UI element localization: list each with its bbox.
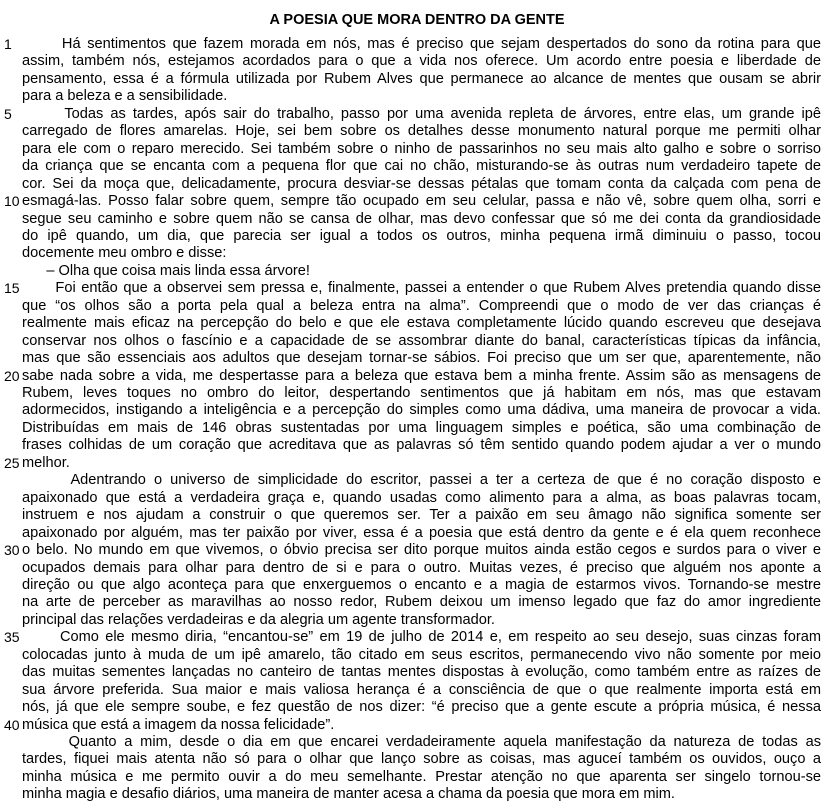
text-line: do ipê quando, um dia, que parecia ser igual a todos os outros, minha pequena irmã diminuiu o passo, tocou <box>22 227 821 244</box>
text-line: Quanto a mim, desde o dia em que encarei verdadeiramente aquela manifestação da natureza de todas as <box>22 734 821 750</box>
text-line: frases colhidas de um coração que acreditava que as palavras só têm sentido quando podem ajudar a ver o mundo <box>22 437 821 454</box>
text-line: Distribuídas em mais de 146 obras sustentadas por uma linguagem simples e poética, são uma combinação de <box>22 419 821 436</box>
text-line: pensamento, essa é a fórmula utilizada por Rubem Alves que permanece ao alcance de mentes que ousam se abrir <box>22 70 821 87</box>
text-line: o belo. No mundo em que vivemos, o óbvio precisa ser dito porque muitos ainda estão cegos e surdos para o viver e <box>22 542 821 559</box>
text-line: melhor. <box>22 454 70 471</box>
text-line: tardes, fiquei mais atenta não só para o olhar que lanço sobre as coisas, mas aguceí também os ouvidos, ouço a <box>22 751 821 768</box>
text-line: nós, já que ele sempre soube, e fez questão de nos dizer: “é preciso que a gente escute a própria música, é nessa <box>22 699 821 716</box>
text-line: realmente mais eficaz na percepção do belo e que ele estava completamente lúcido quando escreveu que desejava <box>22 315 821 332</box>
line-number: 10 <box>4 193 20 210</box>
text-line: esmagá-las. Posso falar sobre quem, sempre tão ocupado em seu celular, passa e não vê, sobre quem olha, sorri e <box>22 193 821 210</box>
text-line: ocupados demais para olhar para dentro de si e para o outro. Muitas vezes, é preciso que alguém nos aponte a <box>22 559 821 576</box>
page-title: A POESIA QUE MORA DENTRO DA GENTE <box>269 12 565 28</box>
text-line: minha música e me permito ouvir a do meu semelhante. Prestar atenção no que aparenta ser singelo tornou-se <box>22 768 821 785</box>
line-number: 40 <box>4 716 20 733</box>
text-line: mas que são essenciais aos adultos que desejam tornar-se sábios. Foi preciso que um ser que, aparentemente, não <box>22 350 821 367</box>
text-line: adormecidos, instigando a inteligência e a percepção do simples como uma dádiva, uma maneira de provocar a vida. <box>22 402 821 419</box>
text-line: Foi então que a observei sem pressa e, finalmente, passei a entender o que Rubem Alves pretendia quando disse <box>22 280 821 297</box>
text-line: docemente meu ombro e disse: <box>22 245 227 262</box>
text-line: na arte de perceber as maravilhas ao nosso redor, Rubem deixou um imenso legado que faz do amor ingrediente <box>22 594 821 611</box>
line-number: 1 <box>4 36 12 52</box>
text-line: música que está a imagem da nossa felicidade”. <box>22 716 335 733</box>
text-line: que “os olhos são a porta pela qual a beleza entra na alma”. Compreendi que o modo de ver das crianças é <box>22 297 821 314</box>
text-line: segue seu caminho e sobre quem não se cansa de olhar, mas devo confessar que só me dei conta da grandiosidade <box>22 210 821 227</box>
text-line: da criança que se encanta com a pequena flor que cai no chão, misturando-se às outras num verdadeiro tapete de <box>22 158 821 175</box>
line-number: 20 <box>4 367 20 384</box>
text-line: Rubem, leves toques no ombro do leitor, despertando sentimentos que já habitam em nós, mas que estavam <box>22 385 821 401</box>
text-line: instruem e nos ajudam a construir o que queremos ser. Ter a paixão em seu âmago não significa somente ser <box>22 507 821 524</box>
text-line: assim, também nós, estejamos acordados para o que a vida nos oferece. Um acordo entre poesia e liberdade de <box>22 53 821 70</box>
text-line: minha magia e desafio diários, uma maneira de manter acesa a chama da poesia que mora em mim. <box>22 786 675 803</box>
text-line: apaixonado que está a verdadeira graça e, quando usadas como alimento para a alma, as boas palavras tocam, <box>22 489 821 506</box>
text-line: para a beleza e a sensibilidade. <box>22 88 228 105</box>
text-line: – Olha que coisa mais linda essa árvore! <box>22 262 310 279</box>
text-line: carregado de flores amarelas. Hoje, sei bem sobre os detalhes desse monumento natural porque me permiti olhar <box>22 123 821 140</box>
text-line: Adentrando o universo de simplicidade do escritor, passei a ter a certeza de que é no coração disposto e <box>22 472 821 489</box>
text-line: principal das relações verdadeiras e da alegria um agente transformador. <box>22 611 495 628</box>
text-line: colocadas junto à muda de um ipê amarelo, tão citado em seus escritos, permanecendo vivo não somente por meio <box>22 646 821 663</box>
text-line: para ele com o reparo merecido. Sei também sobre o ninho de passarinhos no seu mais alto galho e sobre o sorriso <box>22 140 821 157</box>
text-line: Todas as tardes, após sair do trabalho, passo por uma avenida repleta de árvores, entre elas, um grande ipê <box>22 105 821 122</box>
text-line: direção ou que algo aconteça para que enxerguemos o encanto e a magia de estarmos vivos. Tornando-se mestre <box>22 576 821 593</box>
line-number: 25 <box>4 454 20 471</box>
text-line: Há sentimentos que fazem morada em nós, mas é preciso que sejam despertados do sono da rotina para que <box>22 36 821 52</box>
text-line: apaixonado por alguém, mas ter paixão por viver, essa é a poesia que está dentro da gente e é ela quem reconhece <box>22 524 821 541</box>
text-line: sabe nada sobre a vida, me despertasse para a beleza que estava bem a minha frente. Assim são as mensagens de <box>22 367 821 384</box>
line-number: 35 <box>4 629 20 646</box>
text-line: cor. Sei da moça que, delicadamente, procura desviar-se dessas pétalas que tomam conta da calçada com pena de <box>22 175 821 192</box>
text-line: Como ele mesmo diria, “encantou-se” em 19 de julho de 2014 e, em respeito ao seu desejo, suas cinzas foram <box>22 629 821 646</box>
line-number: 5 <box>4 105 12 122</box>
text-line: sua árvore preferida. Sua maior e mais valiosa herança é a consciência de que o que realmente importa está em <box>22 681 821 698</box>
text-line: das muitas sementes lançadas no canteiro de tantas mentes dispostas à evolução, como também entre as raízes de <box>22 664 821 681</box>
line-number: 30 <box>4 542 20 559</box>
line-number: 15 <box>4 280 20 297</box>
text-line: conservar nos olhos o fascínio e a capacidade de se assombrar diante do banal, características típicas da infância, <box>22 332 821 349</box>
